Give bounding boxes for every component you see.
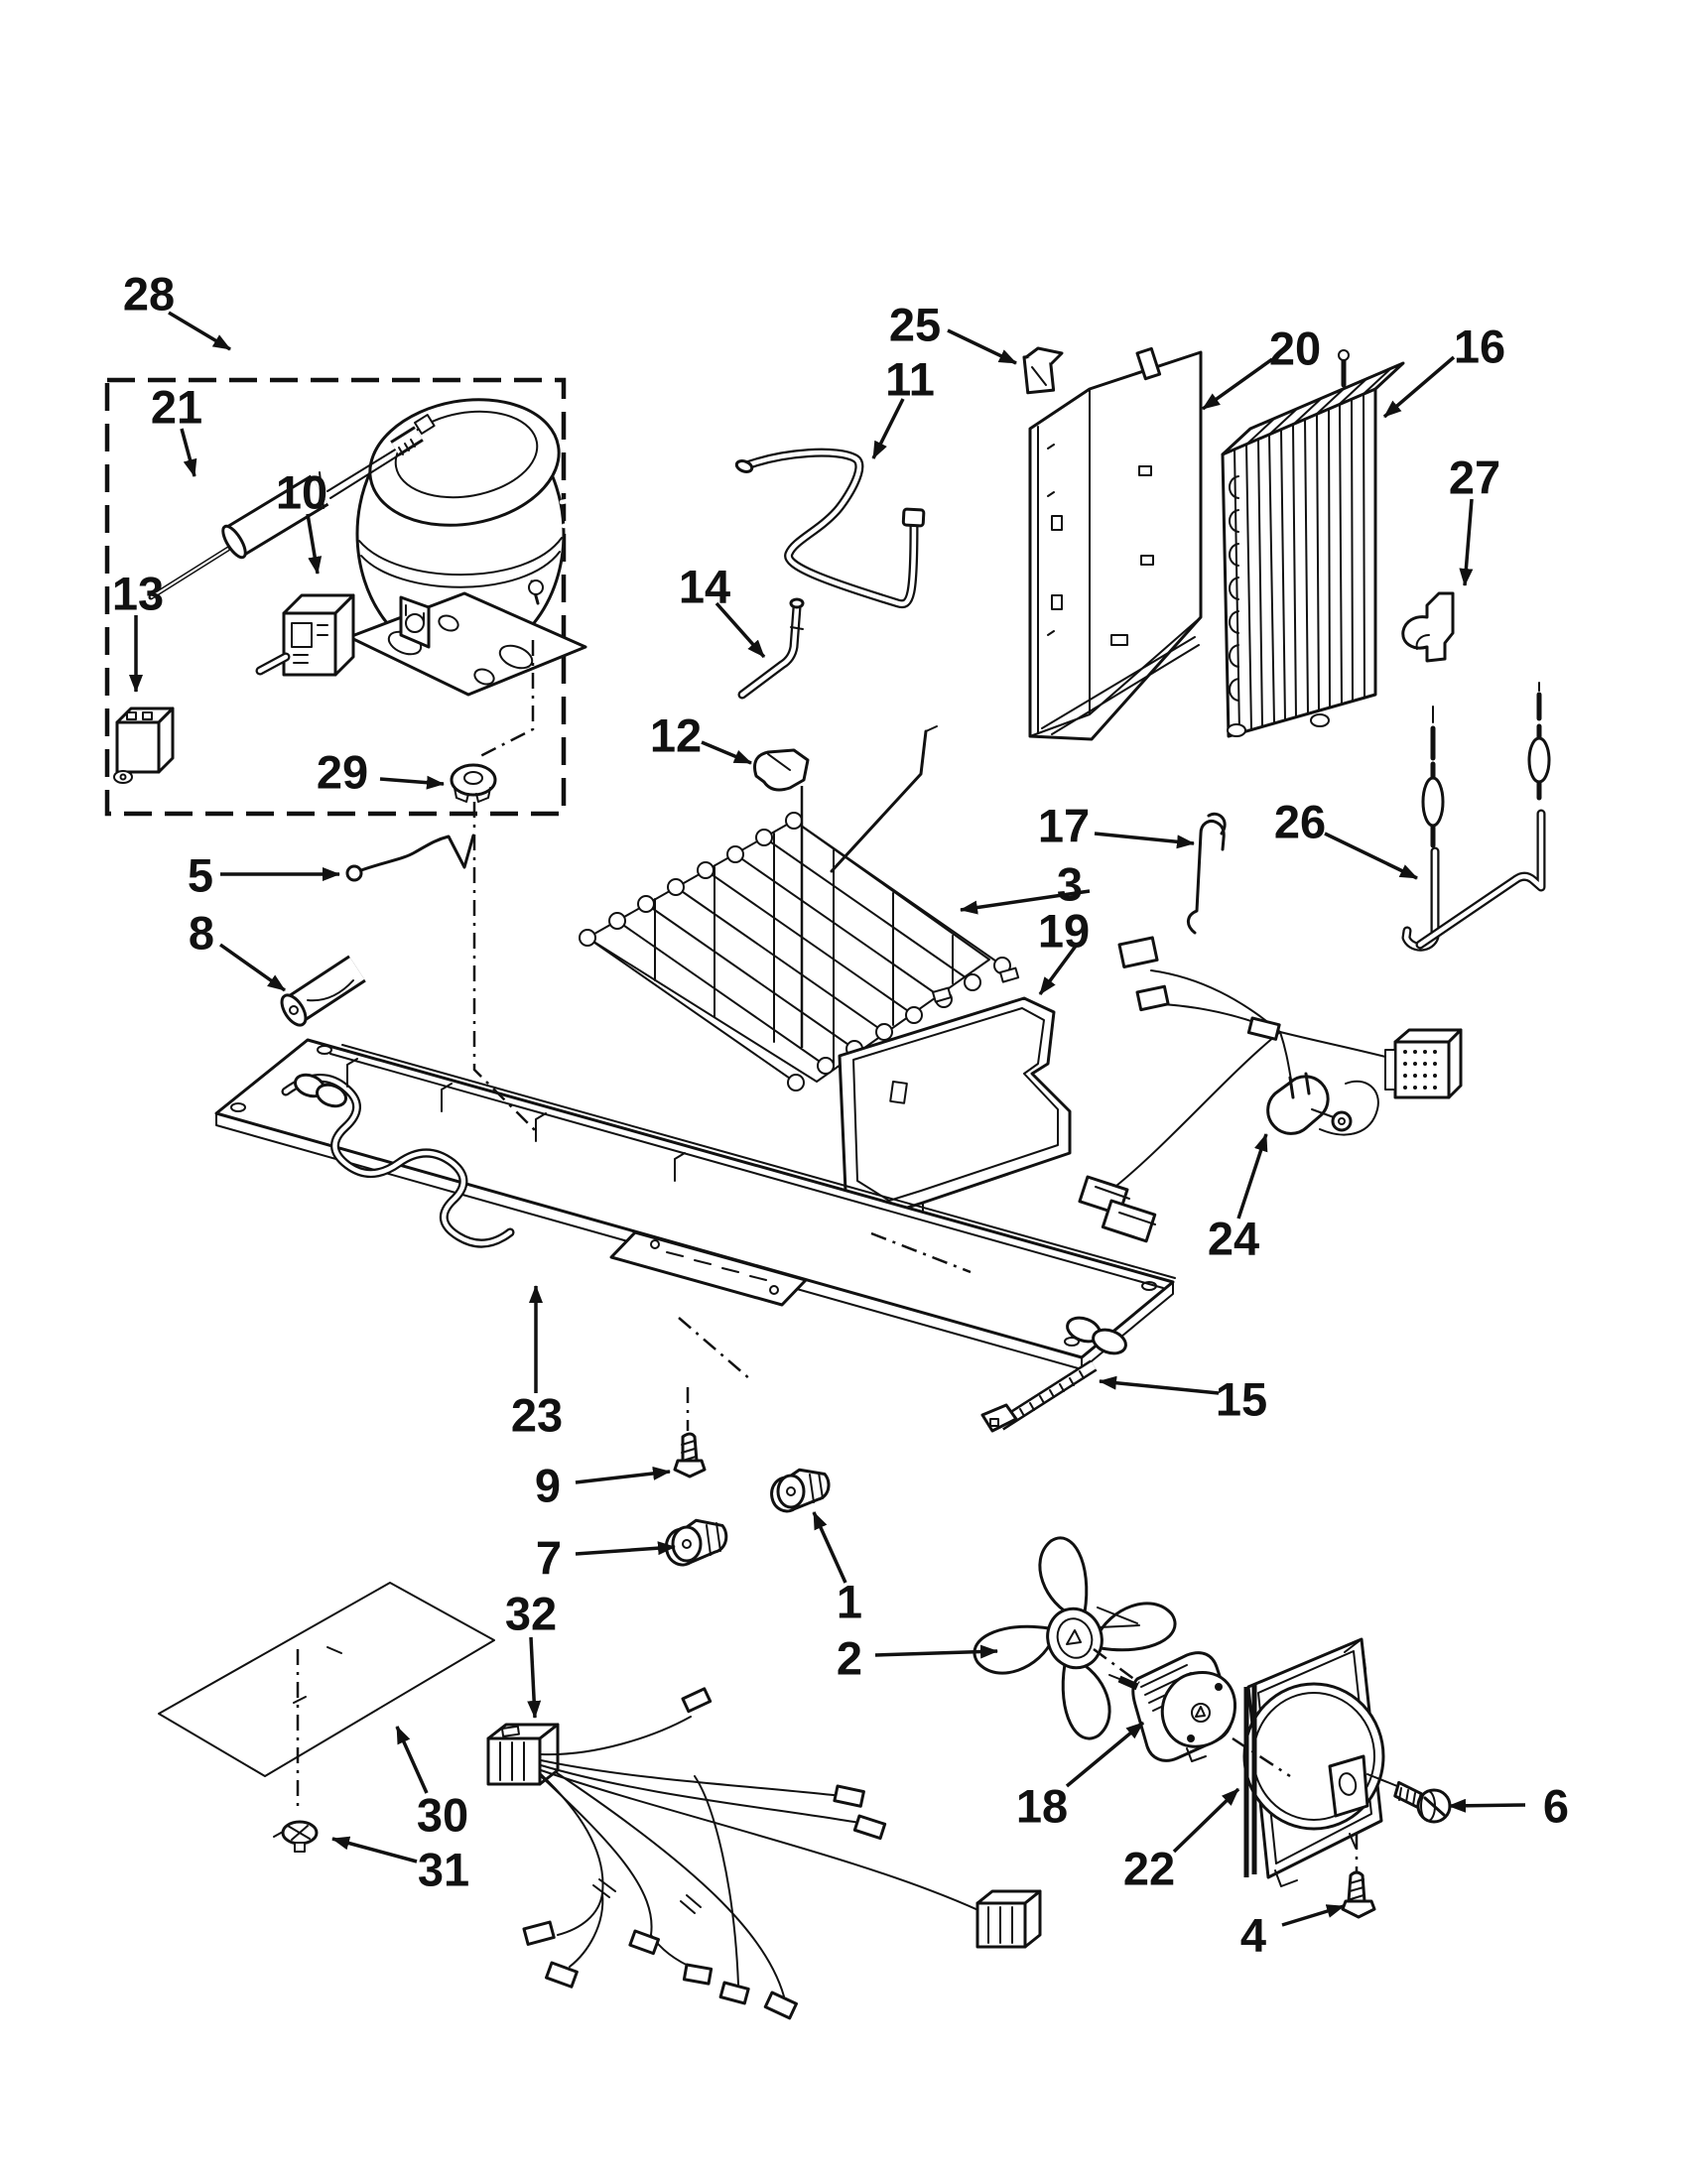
callout-number-32: 32	[504, 1587, 558, 1640]
callout-6	[1449, 1780, 1569, 1833]
callout-2	[837, 1632, 997, 1685]
callout-30	[397, 1727, 468, 1842]
callout-3	[961, 858, 1090, 911]
guide-line-1	[474, 802, 536, 1131]
callout-number-24: 24	[1207, 1212, 1260, 1265]
callout-16	[1384, 321, 1505, 418]
callout-15	[1100, 1373, 1267, 1426]
panel-clip	[1024, 348, 1062, 393]
hook-bracket	[1188, 814, 1225, 933]
overload-relay	[114, 708, 173, 783]
callout-arrow-31	[332, 1839, 417, 1862]
callout-number-4: 4	[1239, 1908, 1267, 1962]
power-cord-harness	[1080, 938, 1461, 1241]
callout-arrow-11	[873, 399, 903, 458]
callout-arrow-25	[948, 330, 1016, 363]
callout-arrow-8	[220, 945, 285, 990]
callout-number-11: 11	[885, 352, 935, 406]
callout-number-5: 5	[187, 848, 214, 902]
heat-exchanger-tube	[1406, 683, 1549, 947]
callout-arrow-12	[702, 742, 751, 763]
callout-27	[1449, 451, 1500, 586]
callout-arrow-32	[531, 1637, 535, 1718]
callout-number-23: 23	[510, 1388, 564, 1442]
callout-number-22: 22	[1122, 1842, 1176, 1895]
callout-28	[123, 268, 230, 350]
callout-number-2: 2	[836, 1631, 863, 1685]
callout-22	[1123, 1789, 1238, 1895]
callout-number-18: 18	[1015, 1779, 1069, 1833]
callout-4	[1240, 1906, 1344, 1962]
callout-number-9: 9	[534, 1459, 562, 1512]
callout-arrow-6	[1449, 1805, 1525, 1806]
callout-7	[536, 1532, 675, 1585]
callout-21	[151, 381, 202, 477]
callout-13	[112, 568, 164, 693]
callout-arrow-10	[308, 514, 318, 574]
callout-arrow-20	[1203, 359, 1272, 409]
insulation-sheet	[159, 1583, 494, 1776]
callout-number-19: 19	[1037, 904, 1091, 958]
bracket-clip	[1403, 593, 1453, 661]
callout-arrow-29	[380, 779, 444, 784]
callout-number-26: 26	[1273, 795, 1327, 848]
callout-arrow-27	[1465, 499, 1472, 585]
cable-tie	[982, 1365, 1094, 1431]
rear-panel	[1030, 348, 1201, 739]
push-clip	[274, 1822, 317, 1852]
callout-arrow-22	[1174, 1789, 1238, 1852]
callout-arrow-26	[1325, 834, 1417, 878]
shroud-screw	[1343, 1872, 1374, 1917]
callout-number-7: 7	[535, 1531, 563, 1585]
callout-18	[1016, 1723, 1143, 1833]
lower-wiring-harness	[488, 1689, 1040, 2018]
condenser-fan-motor	[1109, 1653, 1235, 1761]
roller	[277, 968, 357, 1029]
callout-20	[1203, 322, 1321, 410]
callout-arrow-17	[1095, 834, 1194, 843]
callout-arrow-1	[814, 1512, 845, 1583]
callout-number-1: 1	[836, 1575, 863, 1628]
motor-mount-screw	[1394, 1782, 1450, 1822]
callout-number-25: 25	[888, 298, 942, 351]
callout-19	[1038, 905, 1090, 995]
callout-number-13: 13	[111, 567, 165, 620]
callout-number-17: 17	[1037, 799, 1091, 852]
callout-11	[873, 353, 935, 459]
callout-number-3: 3	[1056, 857, 1084, 911]
guide-line-8	[679, 1318, 750, 1379]
callout-number-30: 30	[416, 1788, 469, 1842]
callout-32	[505, 1588, 557, 1719]
callout-23	[511, 1286, 563, 1442]
callout-5	[188, 849, 339, 902]
callout-number-14: 14	[678, 560, 731, 613]
callout-number-21: 21	[150, 380, 203, 434]
condenser	[1223, 350, 1403, 736]
callout-number-6: 6	[1542, 1779, 1570, 1833]
callout-arrow-21	[182, 429, 195, 476]
callout-12	[650, 709, 751, 764]
compressor-grommet	[452, 765, 495, 802]
callout-14	[679, 561, 764, 658]
callout-17	[1038, 800, 1194, 852]
callout-number-27: 27	[1448, 450, 1501, 504]
compressor	[349, 385, 597, 695]
callout-number-28: 28	[122, 267, 176, 321]
callout-number-12: 12	[649, 708, 703, 762]
process-tube	[742, 599, 803, 695]
callout-number-16: 16	[1453, 320, 1506, 373]
callout-arrow-9	[576, 1472, 670, 1482]
callout-number-31: 31	[417, 1843, 470, 1896]
tube-clip	[755, 750, 809, 790]
discharge-tube	[735, 452, 924, 604]
callout-24	[1208, 1134, 1266, 1265]
callout-number-29: 29	[316, 745, 369, 799]
callout-number-10: 10	[275, 465, 328, 519]
grommet-bushing-1	[770, 1468, 831, 1512]
callout-29	[317, 746, 444, 799]
callout-arrow-28	[169, 313, 230, 349]
grommet-bushing-7	[665, 1518, 728, 1566]
callout-26	[1274, 796, 1417, 879]
start-relay	[260, 595, 353, 675]
callout-9	[535, 1460, 670, 1512]
fan-shroud	[1244, 1639, 1397, 1886]
callout-arrow-4	[1282, 1906, 1344, 1925]
callout-arrow-30	[397, 1727, 427, 1793]
callout-1	[814, 1512, 862, 1628]
clip-wire	[347, 835, 473, 880]
callout-arrow-15	[1100, 1381, 1219, 1393]
callout-31	[332, 1839, 469, 1896]
callout-arrow-24	[1238, 1134, 1266, 1219]
callout-8	[189, 907, 285, 991]
callout-number-20: 20	[1268, 321, 1322, 375]
hex-screw	[675, 1434, 705, 1477]
callout-arrow-7	[576, 1547, 675, 1554]
callout-number-15: 15	[1215, 1372, 1268, 1426]
callout-number-8: 8	[188, 906, 215, 960]
